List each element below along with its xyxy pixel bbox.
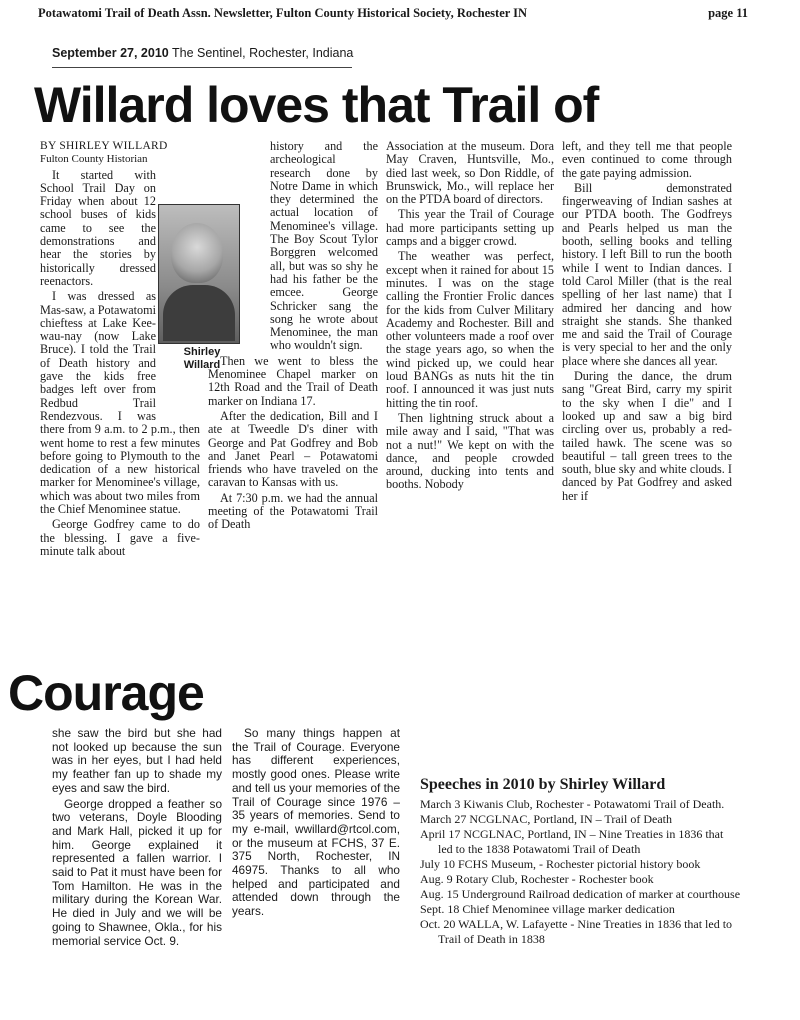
speech-line: Sept. 18 Chief Menominee village marker dedication <box>420 902 675 916</box>
paragraph: she saw the bird but she had not looked up because the sun was in her eyes, but I had held my feather fan up to shade my eyes and saw the bird. <box>52 726 222 795</box>
speech-item <box>420 827 800 857</box>
paragraph: During the dance, the drum sang "Great Bird, carry my spirit to the sky when I die" and I looked up and saw a big bird circling over us, probably a red-tailed hawk. The scene was so beautiful – tall green trees to the south, blue sky and white clouds. I danced by Pat Godfrey and asked her if <box>562 369 732 503</box>
dateline-source: The Sentinel, Rochester, Indiana <box>172 46 354 60</box>
paragraph: The weather was perfect, except when it rained for about 15 minutes. I was on the stage calling the Frontier Frolic dances for the kids from Culver Military Academy and Rochester. Bill and other volunteers made a roof over the stage years ago, so when the wind picked up, we could hear loud BANGs as nuts hit the tin roof. I announced it was just nuts hitting the tin roof. <box>386 249 554 410</box>
speeches-title: Speeches in 2010 by Shirley Willard <box>420 776 666 793</box>
paragraph: history and the archeological research done by Notre Dame in which they determined the actual location of Menominee's village. The Boy Scout Tylor Borggren welcomed all, but was so shy he had his father be the emcee. George Schricker sang the song he wrote about Menominee, the man who wouldn't sign. <box>270 139 378 353</box>
speech-item <box>420 797 800 812</box>
newsletter-header: Potawatomi Trail of Death Assn. Newsletter, Fulton County Historical Society, Rochester IN <box>38 6 528 20</box>
paragraph: left, and they tell me that people even continued to come through the gate paying admission. <box>562 139 732 180</box>
speech-line: March 3 Kiwanis Club, Rochester - Potawatomi Trail of Death. <box>420 797 725 811</box>
photo-wrap-spacer <box>208 176 270 346</box>
headline-line-1: Willard loves that Trail of <box>34 77 599 133</box>
paragraph: Then we went to bless the Menominee Chapel marker on 12th Road and the Trail of Death marker on Indiana 17. <box>208 353 378 408</box>
speech-item <box>420 872 800 887</box>
speech-item <box>420 812 800 827</box>
article-column-3 <box>386 140 554 494</box>
speech-item <box>420 917 800 947</box>
article-column-4 <box>562 140 732 505</box>
speeches-list <box>420 776 800 947</box>
paragraph: I was dressed as Mas-saw, a Potawatomi chieftess at Lake Kee-wau-nay (now Lake Bruce). I told the Trail of Death history and gave the kids free badges left over from Redbud Trail Rendezvous. I was there from 9 a.m. to 2 p.m., then went home to rest a few minutes before going to Plymouth to the dedication of a new historical marker for Menominee's village, which was about two miles from the Chief Menominee statue. <box>40 289 200 517</box>
speech-item <box>420 902 800 917</box>
speech-line: March 27 NCGLNAC, Portland, IN – Trail of Death <box>420 812 672 826</box>
article-column-2 <box>208 140 378 534</box>
paragraph: So many things happen at the Trail of Courage. Everyone has different experiences, mostly good ones. Please write and tell us your memories of the Trail of Courage since 1976 – 35 years of memories. Send to my e-mail, wwillard@rtcol.com, or the museum at FCHS, 37 E. 375 North, Rochester, IN 46975. Thanks to all who helped and participated and attended down through the years. <box>232 726 400 919</box>
speech-line-continued: Trail of Death in 1838 <box>438 932 545 946</box>
article-column-6 <box>232 727 400 921</box>
byline-title: Fulton County Historian <box>40 153 148 166</box>
paragraph: Bill demonstrated fingerweaving of Indian sashes at our PTDA booth. The Godfreys and Pearls helped us man the booth, selling books and telling history. I left Bill to run the booth while I went to Indian dances. I told Carol Miller (that is the real spelling of her last name) that I admired her dancing and how straight she stands. She thanked me and said the Trail of Courage is very special to her and the only place where she dances all year. <box>562 180 732 368</box>
photo-caption-first: Shirley <box>183 346 221 358</box>
speech-line: Aug. 15 Underground Railroad dedication of marker at courthouse <box>420 887 741 901</box>
dateline-date: September 27, 2010 <box>52 46 169 60</box>
paragraph: Then lightning struck about a mile away and I said, "That was not a nut!" We kept on with the dance, and people crowded around, ducking into tents and booths. Nobody <box>386 410 554 492</box>
paragraph: Association at the museum. Dora May Craven, Huntsville, Mo., died last week, so Don Riddle, of Brunswick, Mo., will replace her on the PTDA board of directors. <box>386 139 554 207</box>
speech-line-continued: led to the 1838 Potawatomi Trail of Death <box>438 842 641 856</box>
dateline <box>52 46 353 60</box>
dateline-divider <box>52 67 352 68</box>
speech-line: April 17 NCGLNAC, Portland, IN – Nine Treaties in 1836 that <box>420 827 724 841</box>
paragraph: It started with School Trail Day on Friday when about 12 school buses of kids came to see the demonstrations and hear the stories by historically dressed reenactors. <box>40 167 156 288</box>
byline-author: BY SHIRLEY WILLARD <box>40 140 168 152</box>
speech-line: July 10 FCHS Museum, - Rochester pictorial history book <box>420 857 701 871</box>
speech-line: Aug. 9 Rotary Club, Rochester - Rochester book <box>420 872 654 886</box>
article-column-5 <box>52 727 222 950</box>
photo-caption-last: Willard <box>183 359 221 371</box>
speech-item <box>420 857 800 872</box>
paragraph: George Godfrey came to do the blessing. I gave a five-minute talk about <box>40 517 200 558</box>
page-number: page 11 <box>708 6 748 20</box>
paragraph: George dropped a feather so two veterans, Doyle Blooding and Mark Hall, picked it up for him. George explained it represented a fallen warrior. I said to Pat it must have been for Tom Hamilton. He was in the military during the Korean War. He died in July and we will be going to Shawnee, Okla., for his memorial service Oct. 9. <box>52 796 222 948</box>
headline-line-2: Courage <box>8 665 204 721</box>
speech-item <box>420 887 800 902</box>
paragraph: At 7:30 p.m. we had the annual meeting of the Potawatomi Trail of Death <box>208 490 378 532</box>
paragraph: After the dedication, Bill and I ate at Tweedle D's diner with George and Pat Godfrey and Bob and Janet Pearl – Potawatomi friends who have traveled on the caravan to Kansas with us. <box>208 408 378 490</box>
speech-line: Oct. 20 WALLA, W. Lafayette - Nine Treaties in 1836 that led to <box>420 917 733 931</box>
paragraph: This year the Trail of Courage had more participants setting up camps and a bigger crowd. <box>386 207 554 249</box>
